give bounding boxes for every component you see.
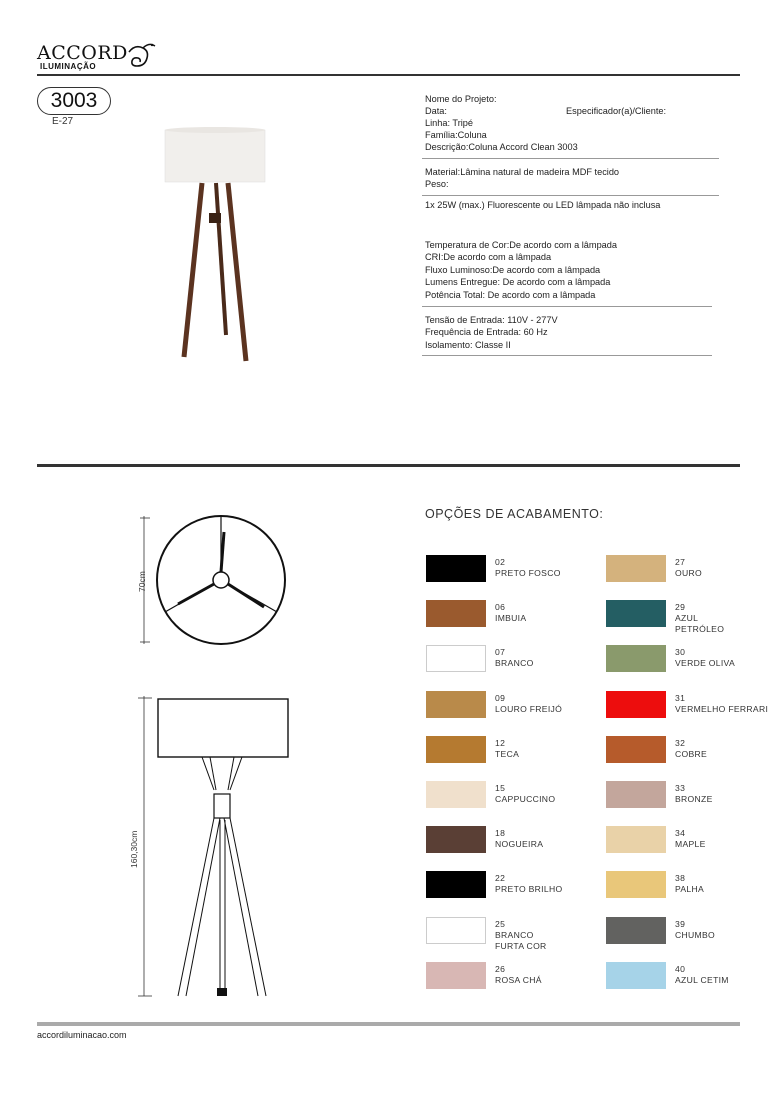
diameter-label: 70cm [137, 571, 147, 592]
finish-code: 40 [675, 964, 686, 974]
spec-divider [422, 355, 712, 356]
finish-name: FURTA COR [495, 941, 547, 951]
finish-code: 26 [495, 964, 506, 974]
brand-logo [37, 40, 157, 76]
footer-url: accordiluminacao.com [37, 1030, 127, 1040]
finish-name: CAPPUCCINO [495, 794, 556, 804]
spec-date: Data: [425, 106, 447, 116]
header-rule [37, 74, 740, 76]
finish-code: 33 [675, 783, 686, 793]
finish-name: TECA [495, 749, 520, 759]
finish-swatch [426, 962, 486, 989]
finish-name: PALHA [675, 884, 705, 894]
spec-divider [422, 158, 719, 159]
finish-name: COBRE [675, 749, 708, 759]
finish-swatch [426, 691, 486, 718]
finish-swatch [606, 736, 666, 763]
finish-name: ROSA CHÁ [495, 975, 542, 985]
spec-specifier: Especificador(a)/Cliente: [566, 106, 667, 116]
top-view-drawing [130, 510, 300, 650]
finish-name: OURO [675, 568, 702, 578]
finish-swatch [606, 871, 666, 898]
finish-name: VERMELHO FERRARI [675, 704, 769, 714]
spec-flux: Fluxo Luminoso:De acordo com a lâmpada [425, 265, 601, 275]
finish-code: 12 [495, 738, 506, 748]
finish-name: PRETO BRILHO [495, 884, 563, 894]
finish-name: BRANCO [495, 658, 534, 668]
finish-swatch [606, 645, 666, 672]
side-view-drawing [130, 690, 300, 1002]
finishes-title: OPÇÕES DE ACABAMENTO: [425, 507, 604, 521]
spec-weight: Peso: [425, 179, 449, 189]
finish-swatch [426, 645, 486, 672]
finish-swatch [426, 736, 486, 763]
socket-type: E-27 [52, 116, 74, 127]
spec-line: Linha: Tripé [425, 118, 474, 128]
brand-name: ACCORD [37, 42, 128, 64]
finish-name: AZUL [675, 613, 699, 623]
spec-project-name: Nome do Projeto: [425, 94, 497, 104]
finish-code: 30 [675, 647, 686, 657]
finish-swatch [426, 826, 486, 853]
finish-swatch [426, 917, 486, 944]
spec-description: Descrição:Coluna Accord Clean 3003 [425, 142, 578, 152]
product-code: 3003 [50, 89, 98, 112]
finish-name: NOGUEIRA [495, 839, 544, 849]
spec-frequency: Frequência de Entrada: 60 Hz [425, 327, 548, 337]
finish-code: 22 [495, 873, 506, 883]
lizard-icon [125, 40, 159, 76]
spec-lamp: 1x 25W (max.) Fluorescente ou LED lâmpada não inclusa [425, 200, 661, 210]
finish-name: CHUMBO [675, 930, 715, 940]
spec-divider [422, 195, 719, 196]
finish-code: 18 [495, 828, 506, 838]
finish-code: 29 [675, 602, 686, 612]
finish-code: 25 [495, 919, 506, 929]
finish-swatch [426, 871, 486, 898]
finish-swatch [606, 917, 666, 944]
spec-insulation: Isolamento: Classe II [425, 340, 511, 350]
finish-code: 15 [495, 783, 506, 793]
finish-name: PETRÓLEO [675, 624, 725, 634]
finish-swatch [426, 555, 486, 582]
finish-name: LOURO FREIJÓ [495, 704, 563, 714]
finish-name: VERDE OLIVA [675, 658, 735, 668]
spec-divider [422, 306, 712, 307]
finish-code: 32 [675, 738, 686, 748]
finish-swatch [426, 781, 486, 808]
finish-name: MAPLE [675, 839, 706, 849]
finish-swatch [606, 600, 666, 627]
finish-swatch [606, 555, 666, 582]
footer-rule [37, 1022, 740, 1026]
finish-name: AZUL CETIM [675, 975, 729, 985]
section-rule [37, 464, 740, 467]
brand-sub: ILUMINAÇÃO [40, 62, 97, 71]
finish-code: 09 [495, 693, 506, 703]
finish-code: 39 [675, 919, 686, 929]
spec-cri: CRI:De acordo com a lâmpada [425, 252, 552, 262]
finish-swatch [426, 600, 486, 627]
finish-swatch [606, 691, 666, 718]
finish-code: 02 [495, 557, 506, 567]
spec-color-temp: Temperatura de Cor:De acordo com a lâmpada [425, 240, 618, 250]
finish-name: PRETO FOSCO [495, 568, 561, 578]
spec-lumens: Lumens Entregue: De acordo com a lâmpada [425, 277, 611, 287]
spec-power: Potência Total: De acordo com a lâmpada [425, 290, 596, 300]
spec-material: Material:Lâmina natural de madeira MDF tecido [425, 167, 620, 177]
spec-voltage: Tensão de Entrada: 110V - 277V [425, 315, 558, 325]
height-label: 160,30cm [129, 830, 139, 868]
finish-code: 38 [675, 873, 686, 883]
finish-code: 27 [675, 557, 686, 567]
finish-code: 06 [495, 602, 506, 612]
lamp-product-image [160, 125, 270, 365]
finish-code: 31 [675, 693, 686, 703]
finish-swatch [606, 781, 666, 808]
finish-code: 34 [675, 828, 686, 838]
finish-swatch [606, 962, 666, 989]
finish-name: IMBUIA [495, 613, 527, 623]
spec-family: Família:Coluna [425, 130, 487, 140]
finish-name: BRANCO [495, 930, 534, 940]
product-code-badge [37, 87, 111, 115]
finish-name: BRONZE [675, 794, 713, 804]
finish-code: 07 [495, 647, 506, 657]
finish-swatch [606, 826, 666, 853]
